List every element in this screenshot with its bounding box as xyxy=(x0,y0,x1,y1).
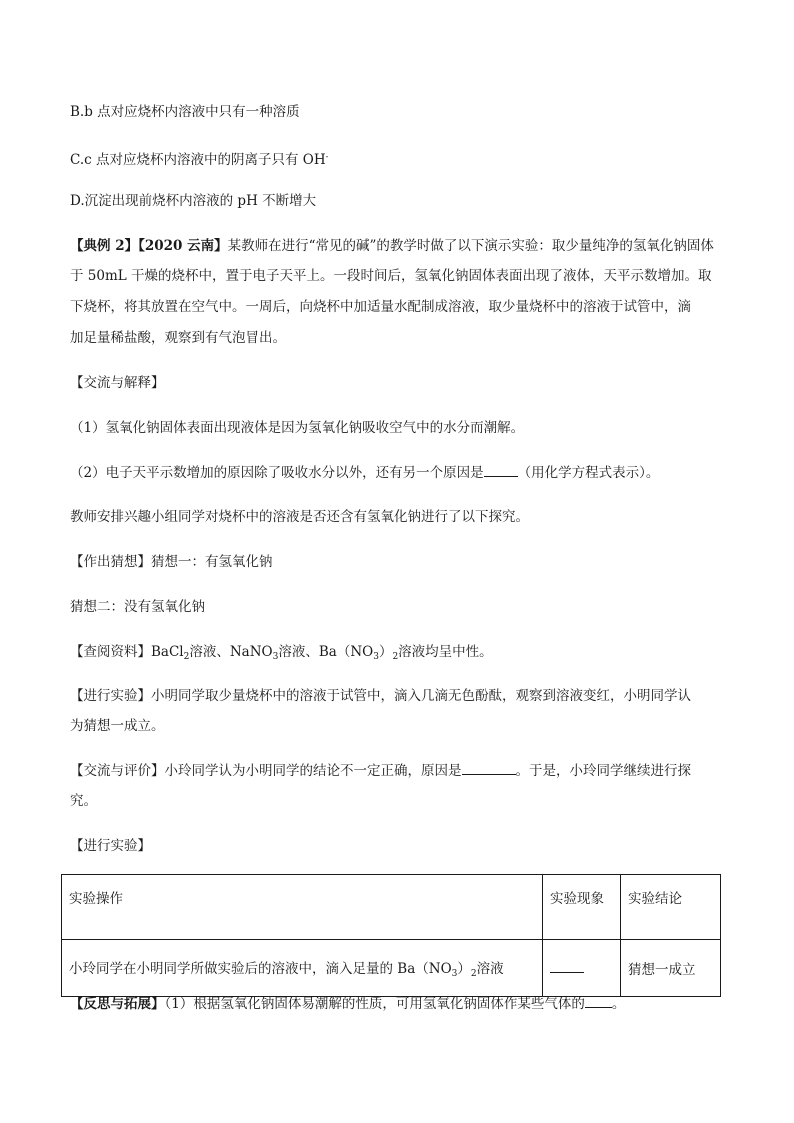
example-source: 【2020 云南】 xyxy=(138,238,228,254)
example-line-3: 下烧杯，将其放置在空气中。一周后，向烧杯中加适量水配制成溶液，取少量烧杯中的溶液于试管中，滴 xyxy=(70,299,691,315)
header-operation: 实验操作 xyxy=(62,875,543,940)
answer-blank-gas[interactable] xyxy=(585,995,612,1008)
example-line-4: 加足量稀盐酸，观察到有气泡冒出。 xyxy=(70,330,286,346)
question-2-suffix: （用化学方程式表示）。 xyxy=(517,465,660,481)
subscript: 2 xyxy=(183,652,190,662)
subscript: 2 xyxy=(392,652,399,662)
table-row xyxy=(62,940,721,997)
evaluation-suffix: 。于是，小玲同学继续进行探 xyxy=(515,763,691,779)
option-d: D.沉淀出现前烧杯内溶液的 pH 不断增大 xyxy=(70,193,317,209)
guess-line-1 xyxy=(70,552,273,572)
evaluation-line-1 xyxy=(70,761,691,781)
operation-text: 小玲同学在小明同学所做实验后的溶液中，滴入足量的 Ba（NO xyxy=(69,961,452,977)
exchange-heading: 【交流与解释】 xyxy=(70,375,165,391)
table-header-row xyxy=(62,875,721,940)
example-tag: 【典例 2】 xyxy=(70,238,139,254)
paren-close: ） xyxy=(457,961,471,977)
evaluation-heading: 【交流与评价】 xyxy=(70,763,165,779)
option-c-superscript: - xyxy=(325,152,329,161)
guess-2: 猜想二：没有氢氧化钠 xyxy=(70,599,205,615)
exchange-question-1: （1）氢氧化钠固体表面出现液体是因为氢氧化钠吸收空气中的水分而潮解。 xyxy=(70,420,525,436)
option-c-text: C.c 点对应烧杯内溶液中的阴离子只有 OH xyxy=(70,152,326,168)
formula-bacl2: BaCl xyxy=(151,644,184,660)
reflection-text: （1）根据氢氧化钠固体易潮解的性质，可用氢氧化钠固体作某些气体的 xyxy=(164,996,585,1012)
formula-ba-no3: 溶液、Ba（NO xyxy=(278,644,374,660)
arrange-text: 教师安排兴趣小组同学对烧杯中的溶液是否还含有氢氧化钠进行了以下探究。 xyxy=(70,509,529,525)
reflection-heading: 【反思与拓展】 xyxy=(70,996,165,1012)
experiment-table xyxy=(61,874,721,997)
subscript: 3 xyxy=(272,652,279,662)
experiment1-line-2: 为猜想一成立。 xyxy=(70,718,165,734)
header-conclusion: 实验结论 xyxy=(621,875,721,940)
answer-blank-phenomenon[interactable] xyxy=(550,960,584,973)
example-line-2: 于 50mL 干燥的烧杯中，置于电子天平上。一段时间后，氢氧化钠固体表面出现了液体，天平示数增加。取 xyxy=(70,268,712,284)
subscript: 3 xyxy=(451,969,458,979)
option-c xyxy=(70,147,328,170)
experiment2-heading: 【进行实验】 xyxy=(70,838,151,854)
experiment1-text: 小明同学取少量烧杯中的溶液于试管中，滴入几滴无色酚酞，观察到溶液变红，小明同学认 xyxy=(151,688,691,704)
formula-nano3: 溶液、NaNO xyxy=(189,644,273,660)
experiment1-heading: 【进行实验】 xyxy=(70,688,151,704)
experiment1-line-1 xyxy=(70,686,691,706)
evaluation-text: 小玲同学认为小明同学的结论不一定正确，原因是 xyxy=(164,763,462,779)
subscript: 2 xyxy=(470,969,477,979)
example-line-1 xyxy=(70,236,714,256)
subscript: 3 xyxy=(373,652,379,662)
material-line xyxy=(70,642,493,667)
material-tail: 溶液均呈中性。 xyxy=(398,644,493,660)
reflection-line xyxy=(70,994,625,1014)
cell-conclusion: 猜想一成立 xyxy=(621,940,721,997)
example-text-1: 某教师在进行“常见的碱”的教学时做了以下演示实验：取少量纯净的氢氧化钠固体 xyxy=(227,238,714,254)
guess-1: 猜想一：有氢氧化钠 xyxy=(151,554,273,570)
answer-blank-equation[interactable] xyxy=(484,464,518,477)
question-2-text: （2）电子天平示数增加的原因除了吸收水分以外，还有另一个原因是 xyxy=(70,465,484,481)
cell-phenomenon xyxy=(543,940,621,997)
exchange-question-2 xyxy=(70,463,659,483)
paren-close: ） xyxy=(378,644,393,660)
cell-operation xyxy=(62,940,543,997)
operation-tail: 溶液 xyxy=(476,961,504,977)
guess-heading: 【作出猜想】 xyxy=(70,554,151,570)
answer-blank-reason[interactable] xyxy=(462,762,516,775)
material-heading: 【查阅资料】 xyxy=(70,644,151,660)
evaluation-line-2: 究。 xyxy=(70,793,97,809)
reflection-suffix: 。 xyxy=(611,996,626,1012)
option-b: B.b 点对应烧杯内溶液中只有一种溶质 xyxy=(70,104,300,120)
header-phenomenon: 实验现象 xyxy=(543,875,621,940)
